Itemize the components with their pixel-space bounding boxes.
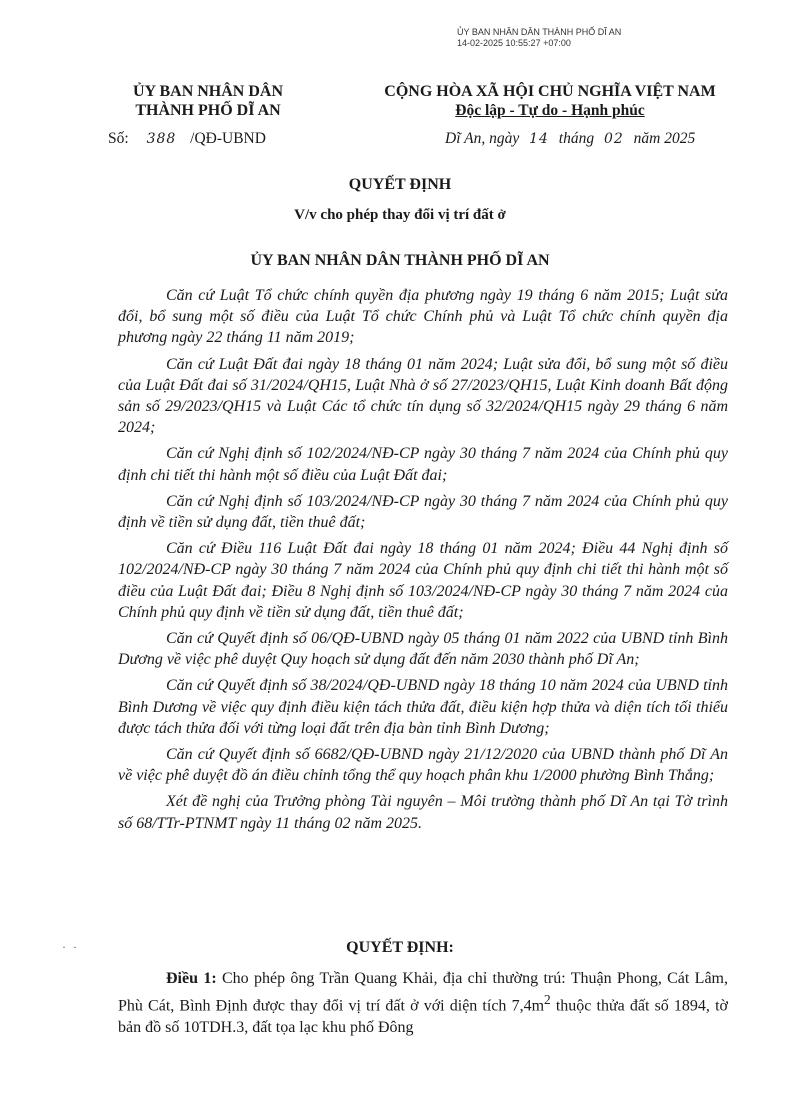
basis-paragraph: Căn cứ Luật Đất đai ngày 18 tháng 01 năm 2024; Luật sửa đổi, bổ sung một số điều của Luật Đất đai số 31/2024/QH15, Luật Nhà ở số 27/2023/QH15, Luật Kinh doanh Bất động sản số 29/2023/QH15 và Luật Các tổ chức tín dụng số 32/2024/QH15 ngày 29 tháng 6 năm 2024; <box>118 355 728 437</box>
stamp-timestamp: 14-02-2025 10:55:27 +07:00 <box>457 38 571 48</box>
basis-paragraph: Căn cứ Quyết định số 6682/QĐ-UBND ngày 21/12/2020 của UBND thành phố Dĩ An về việc phê duyệt đồ án điều chỉnh tổng thể quy hoạch phân khu 1/2000 phường Bình Thắng; <box>118 746 728 785</box>
digital-signature-stamp <box>457 27 621 49</box>
basis-paragraph: Xét đề nghị của Trưởng phòng Tài nguyên – Môi trường thành phố Dĩ An tại Tờ trình số 68/TTr-PTNMT ngày 11 tháng 02 năm 2025. <box>118 793 728 832</box>
national-header <box>355 82 745 120</box>
basis-paragraph: Căn cứ Quyết định số 38/2024/QĐ-UBND ngày 18 tháng 10 năm 2024 của UBND tỉnh Bình Dương về việc quy định điều kiện tách thửa đất, điều kiện hợp thửa và diện tích tối thiểu được tách thửa đối với từng loại đất trên địa bàn tỉnh Bình Dương; <box>118 677 728 737</box>
date-month-label: tháng <box>558 130 595 147</box>
issuer-line-2: THÀNH PHỐ DĨ AN <box>135 102 281 119</box>
legal-basis-section <box>118 285 728 839</box>
article-1-text-a: Cho phép ông Trần Quang Khải, địa chỉ thường trú: Thuận Phong, Cát Lâm, Phù Cát, Bình Định được thay đổi vị trí đất ở với diện tích 7,4m <box>118 970 729 1015</box>
basis-paragraph: Căn cứ Nghị định số 103/2024/NĐ-CP ngày 30 tháng 7 năm 2024 của Chính phủ quy định về tiền sử dụng đất, tiền thuê đất; <box>118 492 728 532</box>
national-motto: Độc lập - Tự do - Hạnh phúc <box>455 102 645 119</box>
so-suffix: /QĐ-UBND <box>190 130 266 147</box>
basis-paragraph: Căn cứ Luật Tổ chức chính quyền địa phương ngày 19 tháng 6 năm 2015; Luật sửa đổi, bổ sung một số điều của Luật Tổ chức Chính phủ và Luật Tổ chức chính quyền địa phương ngày 22 tháng 11 năm 2019; <box>118 287 728 347</box>
basis-paragraph: Căn cứ Nghị định số 102/2024/NĐ-CP ngày 30 tháng 7 năm 2024 của Chính phủ quy định chi tiết thi hành một số điều của Luật Đất đai; <box>118 445 728 484</box>
national-title: CỘNG HÒA XÃ HỘI CHỦ NGHĨA VIỆT NAM <box>384 83 716 100</box>
document-title: QUYẾT ĐỊNH <box>348 176 452 193</box>
issue-date <box>445 130 695 148</box>
document-subject: V/v cho phép thay đổi vị trí đất ở <box>294 207 506 223</box>
date-day-handwritten: 14 <box>529 131 549 147</box>
decision-heading: QUYẾT ĐỊNH: <box>346 939 454 956</box>
basis-paragraph: Căn cứ Quyết định số 06/QĐ-UBND ngày 05 tháng 01 năm 2022 của UBND tỉnh Bình Dương về việc phê duyệt Quy hoạch sử dụng đất đến năm 2030 thành phố Dĩ An; <box>118 630 728 669</box>
date-prefix: Dĩ An, ngày <box>445 130 520 147</box>
date-month-handwritten: 02 <box>603 131 624 147</box>
area-unit-superscript: 2 <box>544 992 551 1008</box>
issuing-authority: ỦY BAN NHÂN DÂN THÀNH PHỐ DĨ AN <box>250 252 550 269</box>
issuer-header <box>108 82 308 120</box>
stamp-org: ỦY BAN NHÂN DÂN THÀNH PHỐ DĨ AN <box>457 27 622 37</box>
document-number <box>108 130 266 148</box>
article-1-label: Điều 1: <box>166 970 217 987</box>
basis-paragraph: Căn cứ Điều 116 Luật Đất đai ngày 18 tháng 01 năm 2024; Điều 44 Nghị định số 102/2024/NĐ-CP ngày 30 tháng 7 năm 2024 của Chính phủ quy định chi tiết thi hành một số điều của Luật Đất đai; Điều 8 Nghị định số 103/2024/NĐ-CP ngày 30 tháng 7 năm 2024 của Chính phủ quy định về tiền sử dụng đất, tiền thuê đất; <box>118 540 728 621</box>
so-number-handwritten: 388 <box>146 131 177 147</box>
issuer-line-1: ỦY BAN NHÂN DÂN <box>132 83 284 100</box>
article-1-text-b: thuộc thửa đất số 1894, tờ bản đồ số 10TDH.3, đất tọa lạc khu phố Đông <box>118 997 728 1036</box>
article-1 <box>118 968 728 1038</box>
margin-mark: · · <box>62 940 79 954</box>
so-label: Số: <box>108 130 129 147</box>
date-year: năm 2025 <box>633 130 696 147</box>
